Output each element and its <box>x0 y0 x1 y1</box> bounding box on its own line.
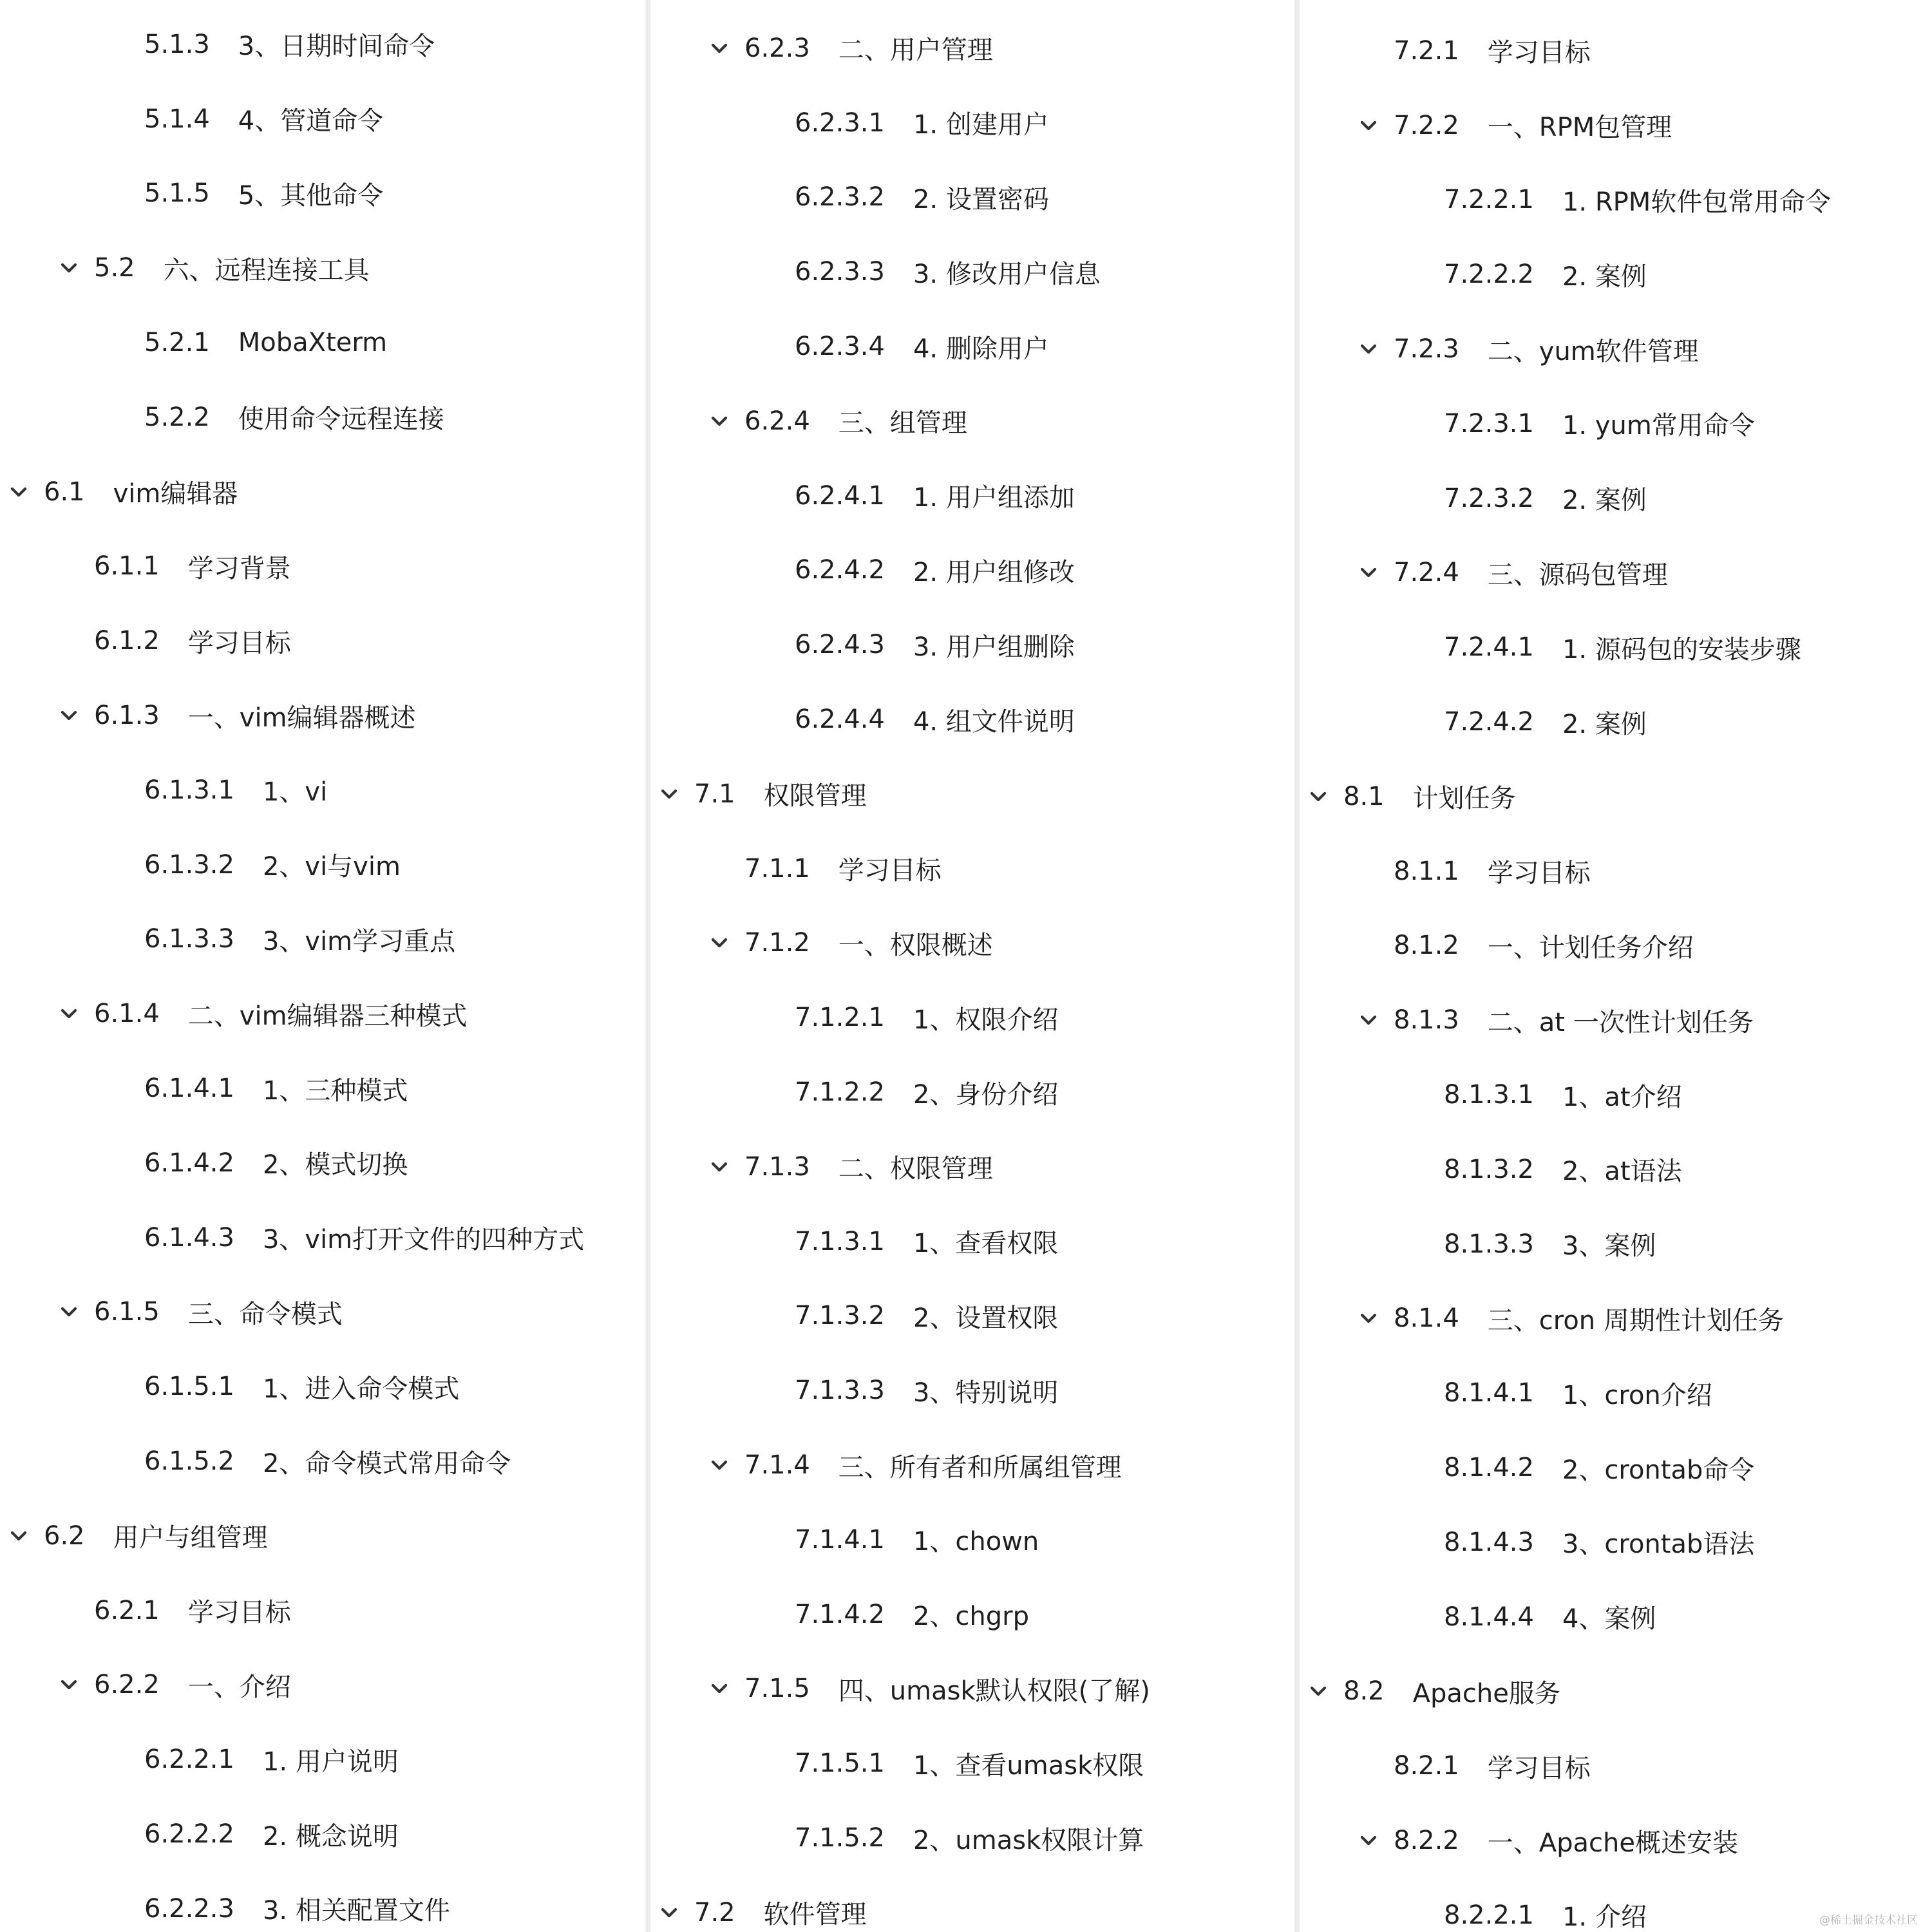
outline-item-title: 2、模式切换 <box>262 1150 408 1180</box>
outline-item-title: 2. 概念说明 <box>262 1821 399 1852</box>
chevron-down-icon[interactable] <box>56 703 82 728</box>
outline-item-number: 7.2.3.1 <box>1444 408 1534 439</box>
chevron-down-icon[interactable] <box>1305 784 1331 810</box>
outline-item-number: 5.1.5 <box>144 178 210 209</box>
outline-item[interactable] <box>0 1051 645 1126</box>
outline-item-number: 8.1.4 <box>1394 1303 1459 1334</box>
outline-item-title: Apache服务 <box>1412 1678 1560 1709</box>
outline-item-title: 三、源码包管理 <box>1487 560 1668 590</box>
outline-item-title: 2、设置权限 <box>913 1303 1059 1333</box>
outline-item-title: 4、案例 <box>1562 1604 1656 1634</box>
outline-list <box>650 11 1294 1932</box>
outline-item-number: 8.1.3 <box>1394 1005 1459 1036</box>
outline-item[interactable] <box>650 1875 1294 1932</box>
outline-item-number: 7.1.3 <box>744 1151 810 1182</box>
outline-item-title: 2. 案例 <box>1562 709 1647 739</box>
outline-item-number: 6.1.3.3 <box>144 924 234 954</box>
outline-item-title: 4. 组文件说明 <box>913 706 1075 737</box>
outline-item[interactable] <box>650 1801 1294 1875</box>
column-divider <box>645 0 650 1932</box>
outline-item-number: 6.1.4 <box>94 999 160 1029</box>
outline-item[interactable] <box>0 305 645 380</box>
outline-item-number: 7.2.4.2 <box>1444 707 1534 737</box>
outline-item-number: 6.2.4 <box>744 406 810 436</box>
outline-item[interactable] <box>1300 1505 1932 1580</box>
outline-item-title: 3、crontab语法 <box>1562 1530 1755 1560</box>
outline-item-number: 6.2.2.3 <box>144 1893 234 1924</box>
outline-item[interactable] <box>650 533 1294 608</box>
outline-item-title: 4、管道命令 <box>238 106 384 137</box>
outline-item[interactable] <box>1300 834 1932 909</box>
outline-item-number: 6.2.1 <box>94 1595 160 1625</box>
outline-item[interactable] <box>0 7 645 82</box>
outline-item-number: 8.1.4.2 <box>1444 1453 1534 1483</box>
outline-item-number: 7.2.2.1 <box>1444 185 1534 215</box>
outline-item-title: 2. 设置密码 <box>913 184 1049 214</box>
outline-item[interactable] <box>1300 1654 1932 1729</box>
outline-item-title: 3、日期时间命令 <box>238 32 435 62</box>
outline-item-title: 1、vi <box>262 777 328 808</box>
chevron-down-icon[interactable] <box>706 35 732 61</box>
outline-item-title: 1. 源码包的安装步骤 <box>1562 634 1801 665</box>
outline-item-number: 6.1.5.2 <box>144 1446 234 1477</box>
outline-item-title: 1、查看umask权限 <box>913 1750 1144 1781</box>
outline-item-number: 6.2.3 <box>744 33 810 63</box>
outline-item-title: 1、查看权限 <box>913 1229 1059 1259</box>
outline-item-title: 一、介绍 <box>187 1672 291 1702</box>
chevron-down-icon[interactable] <box>6 1523 32 1549</box>
outline-item-title: 3、特别说明 <box>913 1378 1059 1408</box>
outline-item-title: 一、RPM包管理 <box>1487 113 1672 143</box>
outline-item-number: 7.1.5.1 <box>795 1748 885 1779</box>
outline-item-number: 5.1.3 <box>144 29 210 59</box>
outline-list <box>0 7 645 1932</box>
outline-item-title: 一、vim编辑器概述 <box>187 703 416 733</box>
outline-item-title: 3. 用户组删除 <box>913 632 1075 662</box>
outline-item[interactable] <box>1300 237 1932 312</box>
outline-item-number: 7.2.1 <box>1394 35 1459 66</box>
chevron-down-icon[interactable] <box>1356 1305 1381 1331</box>
outline-item-title: 3. 相关配置文件 <box>262 1896 450 1926</box>
outline-item-number: 6.1.4.3 <box>144 1222 234 1253</box>
outline-item-number: 6.1.1 <box>94 551 160 582</box>
outline-item[interactable] <box>650 1502 1294 1577</box>
chevron-down-icon[interactable] <box>706 1452 732 1478</box>
outline-item[interactable] <box>650 1353 1294 1428</box>
outline-item-title: 权限管理 <box>763 781 867 811</box>
outline-item-number: 6.1.3 <box>94 701 160 731</box>
outline-item-number: 7.1 <box>694 779 735 809</box>
outline-item-number: 7.1.3.2 <box>795 1301 885 1331</box>
outline-item-title: 学习目标 <box>187 1598 291 1628</box>
outline-item-title: 学习目标 <box>187 628 291 658</box>
outline-item-title: MobaXterm <box>238 328 388 358</box>
outline-column-3 <box>1300 0 1932 1932</box>
outline-item-number: 7.1.5 <box>744 1674 810 1704</box>
outline-item-title: 1. 介绍 <box>1562 1902 1647 1932</box>
outline-item-title: 使用命令远程连接 <box>238 404 444 435</box>
outline-item[interactable] <box>0 828 645 902</box>
chevron-down-icon[interactable] <box>656 781 682 807</box>
chevron-down-icon[interactable] <box>706 408 732 434</box>
chevron-down-icon[interactable] <box>6 479 32 505</box>
chevron-down-icon[interactable] <box>56 255 82 281</box>
outline-item-number: 7.1.1 <box>744 853 810 884</box>
outline-item[interactable] <box>0 1349 645 1424</box>
outline-item[interactable] <box>0 1200 645 1275</box>
outline-item[interactable] <box>1300 1803 1932 1878</box>
outline-item[interactable] <box>1300 312 1932 386</box>
outline-item[interactable] <box>1300 1132 1932 1207</box>
outline-item-title: 1、at介绍 <box>1562 1082 1682 1112</box>
outline-item-title: 三、所有者和所属组管理 <box>838 1452 1122 1482</box>
outline-item-number: 5.2.1 <box>144 328 210 358</box>
outline-item-number: 7.1.2.2 <box>795 1077 885 1108</box>
outline-item-title: 3、vim学习重点 <box>262 926 456 956</box>
outline-item-title: 1. 创建用户 <box>913 110 1049 140</box>
outline-item-title: 二、用户管理 <box>838 35 993 66</box>
outline-item-title: 用户与组管理 <box>113 1523 268 1553</box>
chevron-down-icon[interactable] <box>56 1299 82 1325</box>
outline-item[interactable] <box>650 1652 1294 1727</box>
outline-item-title: 2、命令模式常用命令 <box>262 1448 511 1479</box>
outline-item-number: 7.2.4 <box>1394 558 1459 588</box>
outline-item[interactable] <box>650 682 1294 757</box>
outline-item-title: 4. 删除用户 <box>913 334 1049 364</box>
outline-item[interactable] <box>1300 386 1932 461</box>
outline-item-title: 1. 用户组添加 <box>913 483 1075 513</box>
outline-item[interactable] <box>1300 1282 1932 1356</box>
outline-item-number: 6.1.2 <box>94 626 160 656</box>
outline-item-number: 6.2.4.4 <box>795 705 885 735</box>
outline-item[interactable] <box>1300 610 1932 685</box>
watermark: @稀土掘金技术社区 <box>1819 1914 1918 1927</box>
outline-item-title: 一、权限概述 <box>838 930 993 960</box>
outline-item[interactable] <box>0 678 645 753</box>
outline-item-number: 6.2.2.1 <box>144 1745 234 1775</box>
outline-item[interactable] <box>650 757 1294 831</box>
outline-item-title: 三、命令模式 <box>187 1299 343 1329</box>
chevron-down-icon[interactable] <box>1356 1007 1381 1033</box>
outline-item-title: vim编辑器 <box>113 479 238 509</box>
outline-item[interactable] <box>650 234 1294 309</box>
outline-item[interactable] <box>1300 14 1932 88</box>
outline-item[interactable] <box>0 1499 645 1573</box>
outline-item[interactable] <box>0 82 645 156</box>
outline-item-number: 8.1.1 <box>1394 856 1459 886</box>
outline-item-title: 学习目标 <box>1487 1753 1591 1783</box>
outline-item-number: 6.1.5 <box>94 1297 160 1327</box>
outline-item[interactable] <box>0 1126 645 1200</box>
chevron-down-icon[interactable] <box>56 1001 82 1027</box>
outline-item[interactable] <box>1300 1728 1932 1803</box>
outline-item[interactable] <box>0 1275 645 1350</box>
outline-item-title: 1、进入命令模式 <box>262 1374 460 1404</box>
outline-item[interactable] <box>650 906 1294 981</box>
outline-item-number: 8.2.2.1 <box>1444 1900 1534 1930</box>
chevron-down-icon[interactable] <box>1356 1828 1381 1853</box>
outline-item-title: 一、Apache概述安装 <box>1487 1828 1738 1858</box>
outline-item-title: 1. 用户说明 <box>262 1747 399 1777</box>
outline-item[interactable] <box>0 380 645 455</box>
outline-item[interactable] <box>650 1204 1294 1279</box>
outline-item[interactable] <box>0 603 645 678</box>
outline-item-title: 二、权限管理 <box>838 1154 993 1184</box>
outline-item-number: 6.2.4.1 <box>795 480 885 511</box>
outline-item[interactable] <box>650 1130 1294 1204</box>
outline-item[interactable] <box>650 1577 1294 1652</box>
outline-item-number: 8.1.3.1 <box>1444 1080 1534 1110</box>
outline-item-title: 1、cron介绍 <box>1562 1380 1712 1410</box>
outline-item-number: 8.2 <box>1343 1676 1385 1707</box>
outline-item[interactable] <box>1300 88 1932 163</box>
outline-item[interactable] <box>1300 909 1932 983</box>
outline-item[interactable] <box>1300 983 1932 1057</box>
outline-item[interactable] <box>0 156 645 231</box>
outline-item-number: 6.1.3.1 <box>144 775 234 805</box>
chevron-down-icon[interactable] <box>1305 1678 1331 1704</box>
outline-item-number: 8.1.2 <box>1394 931 1459 961</box>
outline-item-number: 7.2 <box>694 1897 735 1927</box>
outline-item-title: 3、vim打开文件的四种方式 <box>262 1225 585 1255</box>
outline-item-number: 8.1.4.1 <box>1444 1378 1534 1408</box>
outline-item-title: 二、vim编辑器三种模式 <box>187 1001 468 1031</box>
outline-item[interactable] <box>650 607 1294 682</box>
outline-item-number: 7.1.5.2 <box>795 1823 885 1853</box>
outline-item-title: 软件管理 <box>763 1900 867 1930</box>
outline-item[interactable] <box>0 529 645 604</box>
outline-item-number: 7.2.3 <box>1394 334 1459 365</box>
outline-item[interactable] <box>0 902 645 977</box>
outline-item[interactable] <box>650 384 1294 459</box>
outline-item-number: 7.1.4.1 <box>795 1524 885 1555</box>
outline-item-title: 四、umask默认权限(了解) <box>838 1676 1150 1706</box>
outline-item-title: 5、其他命令 <box>238 180 384 211</box>
outline-item-title: 2、umask权限计算 <box>913 1825 1144 1855</box>
outline-item-number: 5.2.2 <box>144 402 210 432</box>
outline-item[interactable] <box>650 831 1294 906</box>
outline-item[interactable] <box>1300 163 1932 238</box>
outline-item-number: 8.1.3.2 <box>1444 1154 1534 1184</box>
outline-item-number: 7.1.3.3 <box>795 1376 885 1406</box>
outline-item[interactable] <box>650 309 1294 384</box>
outline-item-number: 7.2.2.2 <box>1444 260 1534 290</box>
outline-item-title: 2. 案例 <box>1562 486 1647 516</box>
outline-item-title: 六、远程连接工具 <box>163 255 370 285</box>
outline-item-title: 1、三种模式 <box>262 1075 408 1106</box>
outline-item[interactable] <box>650 11 1294 86</box>
outline-item-title: 1. RPM软件包常用命令 <box>1562 187 1832 217</box>
chevron-down-icon[interactable] <box>56 1672 82 1698</box>
outline-item-number: 6.2.4.3 <box>795 630 885 660</box>
outline-item-title: 2、crontab命令 <box>1562 1455 1755 1485</box>
outline-item[interactable] <box>650 160 1294 235</box>
outline-item-number: 6.2.2 <box>94 1670 160 1700</box>
outline-item-number: 7.2.3.2 <box>1444 483 1534 513</box>
outline-item-title: 二、yum软件管理 <box>1487 336 1699 366</box>
outline-item-title: 三、cron 周期性计划任务 <box>1487 1305 1784 1336</box>
outline-item-number: 6.1.4.2 <box>144 1148 234 1178</box>
outline-item-title: 一、计划任务介绍 <box>1487 933 1694 963</box>
outline-item[interactable] <box>0 1648 645 1723</box>
chevron-down-icon[interactable] <box>656 1900 682 1926</box>
outline-item[interactable] <box>0 231 645 305</box>
outline-item[interactable] <box>0 1573 645 1648</box>
chevron-down-icon[interactable] <box>1356 336 1381 362</box>
outline-item-title: 1. yum常用命令 <box>1562 411 1755 441</box>
outline-item-title: 1、权限介绍 <box>913 1005 1059 1035</box>
outline-item-number: 8.2.2 <box>1394 1826 1459 1856</box>
outline-item-number: 7.1.3.1 <box>795 1226 885 1256</box>
outline-item[interactable] <box>650 86 1294 160</box>
outline-item-title: 3、案例 <box>1562 1231 1656 1262</box>
outline-item[interactable] <box>650 459 1294 533</box>
chevron-down-icon[interactable] <box>706 930 732 956</box>
outline-item-title: 1、chown <box>913 1527 1039 1557</box>
outline-item[interactable] <box>1300 1057 1932 1132</box>
outline-column-2 <box>650 0 1294 1932</box>
outline-item[interactable] <box>1300 536 1932 611</box>
outline-item[interactable] <box>1300 759 1932 834</box>
outline-item[interactable] <box>650 1726 1294 1801</box>
outline-item-title: 计划任务 <box>1412 784 1516 814</box>
outline-column-1 <box>0 0 645 1932</box>
outline-item-number: 7.1.4 <box>744 1450 810 1481</box>
outline-item-number: 6.2 <box>44 1520 85 1551</box>
outline-item-number: 6.2.4.2 <box>795 555 885 585</box>
outline-item-number: 8.1 <box>1343 781 1385 811</box>
outline-item-title: 学习目标 <box>1487 858 1591 889</box>
chevron-down-icon[interactable] <box>706 1154 732 1180</box>
outline-item[interactable] <box>1300 1580 1932 1654</box>
outline-item-number: 7.2.4.1 <box>1444 632 1534 663</box>
outline-item-number: 6.1.3.2 <box>144 849 234 880</box>
outline-item[interactable] <box>650 980 1294 1055</box>
outline-item-number: 8.1.4.3 <box>1444 1527 1534 1557</box>
outline-list <box>1300 14 1932 1932</box>
outline-item-title: 三、组管理 <box>838 408 967 439</box>
outline-item[interactable] <box>650 1055 1294 1130</box>
outline-item-title: 2、vi与vim <box>262 852 401 882</box>
outline-item-title: 2. 案例 <box>1562 261 1647 292</box>
outline-item-title: 2、chgrp <box>913 1602 1029 1632</box>
chevron-down-icon[interactable] <box>1356 560 1381 585</box>
outline-item-number: 8.1.4.4 <box>1444 1602 1534 1632</box>
outline-item-number: 6.2.3.2 <box>795 182 885 213</box>
column-divider <box>1294 0 1300 1932</box>
outline-item-title: 二、at 一次性计划任务 <box>1487 1007 1754 1037</box>
outline-item[interactable] <box>1300 1207 1932 1282</box>
outline-item-number: 7.1.2.1 <box>795 1003 885 1033</box>
outline-item-number: 6.2.3.1 <box>795 108 885 138</box>
outline-item[interactable] <box>1300 1356 1932 1430</box>
outline-item-title: 学习目标 <box>1487 38 1591 68</box>
outline-item-title: 学习背景 <box>187 553 291 583</box>
outline-item[interactable] <box>0 1797 645 1871</box>
outline-item-number: 6.2.3.4 <box>795 332 885 362</box>
outline-item-title: 2. 用户组修改 <box>913 557 1075 587</box>
outline-item[interactable] <box>0 753 645 828</box>
outline-item-number: 6.1.4.1 <box>144 1074 234 1104</box>
outline-item[interactable] <box>0 1722 645 1797</box>
outline-item-title: 2、身份介绍 <box>913 1079 1059 1110</box>
outline-item-number: 6.1.5.1 <box>144 1372 234 1402</box>
outline-item-title: 2、at语法 <box>1562 1157 1682 1187</box>
outline-item[interactable] <box>1300 685 1932 759</box>
outline-item-number: 5.2 <box>94 253 135 283</box>
outline-item[interactable] <box>1300 1430 1932 1505</box>
outline-item-number: 8.1.3.3 <box>1444 1229 1534 1259</box>
chevron-down-icon[interactable] <box>1356 113 1381 138</box>
outline-item-number: 7.1.4.2 <box>795 1599 885 1629</box>
outline-item[interactable] <box>0 1871 645 1932</box>
outline-item-number: 7.1.2 <box>744 928 810 958</box>
outline-item[interactable] <box>0 455 645 529</box>
outline-item[interactable] <box>650 1428 1294 1502</box>
outline-item[interactable] <box>0 976 645 1051</box>
outline-item-number: 7.2.2 <box>1394 110 1459 140</box>
chevron-down-icon[interactable] <box>706 1676 732 1701</box>
outline-item-number: 5.1.4 <box>144 104 210 134</box>
outline-item-number: 6.1 <box>44 477 85 507</box>
outline-item-number: 6.2.2.2 <box>144 1819 234 1850</box>
outline-item-title: 3. 修改用户信息 <box>913 259 1101 289</box>
outline-item-number: 8.2.1 <box>1394 1751 1459 1781</box>
outline-item-title: 学习目标 <box>838 856 942 886</box>
outline-item[interactable] <box>650 1279 1294 1354</box>
outline-item[interactable] <box>0 1424 645 1499</box>
outline-item[interactable] <box>1300 461 1932 536</box>
outline-item-number: 6.2.3.3 <box>795 257 885 287</box>
